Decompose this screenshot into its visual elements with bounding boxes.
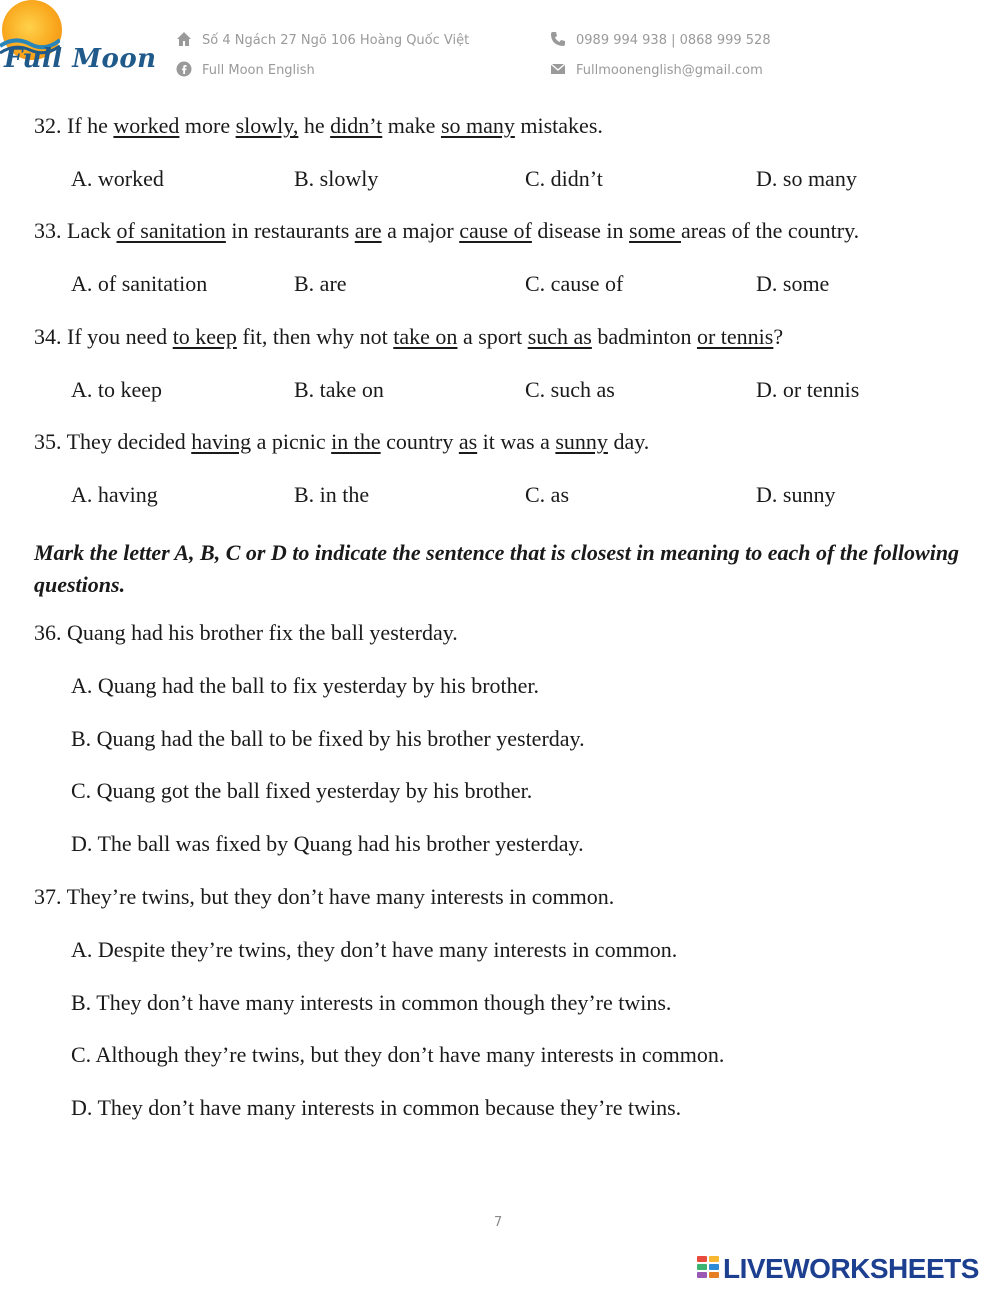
- question-text: a major: [387, 218, 454, 243]
- question-number: 33.: [34, 218, 62, 243]
- underlined-part-b: in the: [331, 429, 381, 454]
- option-c[interactable]: C. as: [525, 482, 569, 507]
- question-32: [34, 113, 603, 139]
- option-a[interactable]: A. to keep: [71, 377, 163, 402]
- question-text: more: [184, 113, 231, 138]
- option-b[interactable]: B. They don’t have many interests in common though they’re twins.: [71, 990, 672, 1015]
- phone-icon: [550, 31, 566, 47]
- question-text: country: [386, 429, 454, 454]
- home-icon: [176, 31, 192, 47]
- option-c[interactable]: C. Quang got the ball fixed yesterday by his brother.: [71, 778, 533, 803]
- option-d[interactable]: D. The ball was fixed by Quang had his brother yesterday.: [71, 831, 584, 856]
- question-number: 34.: [34, 324, 62, 349]
- question-text: areas of the country.: [681, 218, 860, 243]
- underlined-part-c: such as: [527, 324, 592, 349]
- option-b[interactable]: B. Quang had the ball to be fixed by his brother yesterday.: [71, 726, 585, 751]
- question-text: They decided: [66, 429, 186, 454]
- option-d[interactable]: D. or tennis: [756, 377, 860, 402]
- option-b[interactable]: B. slowly: [294, 166, 379, 191]
- question-text: badminton: [597, 324, 692, 349]
- facebook-text: Full Moon English: [202, 63, 315, 78]
- underlined-part-d: so many: [440, 113, 515, 138]
- option-c[interactable]: C. cause of: [525, 271, 624, 296]
- page-header: [0, 0, 1000, 100]
- underlined-part-d: sunny: [555, 429, 608, 454]
- underlined-part-a: to keep: [172, 324, 237, 349]
- underlined-part-c: as: [458, 429, 478, 454]
- question-text: it was a: [482, 429, 550, 454]
- email-text: Fullmoonenglish@gmail.com: [576, 63, 763, 78]
- option-d[interactable]: D. so many: [756, 166, 857, 191]
- underlined-part-a: worked: [113, 113, 180, 138]
- underlined-part-d: some: [629, 218, 681, 243]
- option-c[interactable]: C. such as: [525, 377, 615, 402]
- full-moon-logo: [0, 0, 157, 95]
- underlined-part-b: take on: [393, 324, 458, 349]
- question-text: If you need: [67, 324, 168, 349]
- phone-info: [550, 31, 771, 48]
- option-d[interactable]: D. They don’t have many interests in common because they’re twins.: [71, 1095, 682, 1120]
- mail-icon: [550, 61, 566, 77]
- liveworksheets-watermark: [697, 1254, 979, 1284]
- question-number: 35.: [34, 429, 62, 454]
- email-info: [550, 61, 763, 78]
- question-33: [34, 218, 859, 244]
- question-text: in restaurants: [231, 218, 350, 243]
- address-text: Số 4 Ngách 27 Ngõ 106 Hoàng Quốc Việt: [202, 33, 470, 48]
- option-c[interactable]: C. Although they’re twins, but they don’t have many interests in common.: [71, 1042, 725, 1067]
- question-37: 37. They’re twins, but they don’t have many interests in common.: [34, 884, 615, 909]
- question-text: If he: [67, 113, 108, 138]
- phone-text: 0989 994 938 | 0868 999 528: [576, 33, 771, 48]
- facebook-info: [176, 61, 315, 78]
- option-d[interactable]: D. some: [756, 271, 830, 296]
- underlined-part-b: are: [354, 218, 382, 243]
- question-text: Lack: [67, 218, 111, 243]
- option-a[interactable]: A. having: [71, 482, 158, 507]
- facebook-icon: [176, 61, 192, 77]
- option-b[interactable]: B. take on: [294, 377, 384, 402]
- question-35: [34, 429, 649, 455]
- option-b[interactable]: B. are: [294, 271, 347, 296]
- question-text: ?: [773, 324, 784, 349]
- underlined-part-b: slowly,: [235, 113, 299, 138]
- question-34: [34, 324, 783, 350]
- underlined-part-d: or tennis: [696, 324, 774, 349]
- address-info: [176, 31, 469, 48]
- underlined-part-c: cause of: [459, 218, 532, 243]
- option-d[interactable]: D. sunny: [756, 482, 836, 507]
- question-text: he: [303, 113, 325, 138]
- underlined-part-c: didn’t: [330, 113, 383, 138]
- liveworksheets-text: LIVEWORKSHEETS: [723, 1253, 979, 1284]
- underlined-part-a: of sanitation: [116, 218, 226, 243]
- page-number: 7: [494, 1215, 503, 1230]
- liveworksheets-tiles-icon: [697, 1256, 721, 1282]
- question-number: 32.: [34, 113, 62, 138]
- option-a[interactable]: A. worked: [71, 166, 164, 191]
- option-b[interactable]: B. in the: [294, 482, 370, 507]
- question-36: 36. Quang had his brother fix the ball yesterday.: [34, 620, 458, 645]
- option-a[interactable]: A. Despite they’re twins, they don’t have many interests in common.: [71, 937, 678, 962]
- underlined-part-a: having: [191, 429, 252, 454]
- option-a[interactable]: A. Quang had the ball to fix yesterday by his brother.: [71, 673, 540, 698]
- section-instruction: Mark the letter A, B, C or D to indicate the sentence that is closest in meaning to each of the following questions.: [34, 540, 960, 597]
- question-text: make: [387, 113, 436, 138]
- question-text: a picnic: [256, 429, 326, 454]
- logo-text: Full Moon: [4, 44, 157, 74]
- question-text: disease in: [537, 218, 624, 243]
- question-text: mistakes.: [520, 113, 603, 138]
- question-text: fit, then why not: [242, 324, 388, 349]
- option-a[interactable]: A. of sanitation: [71, 271, 208, 296]
- option-c[interactable]: C. didn’t: [525, 166, 603, 191]
- question-text: day.: [613, 429, 650, 454]
- question-text: a sport: [462, 324, 523, 349]
